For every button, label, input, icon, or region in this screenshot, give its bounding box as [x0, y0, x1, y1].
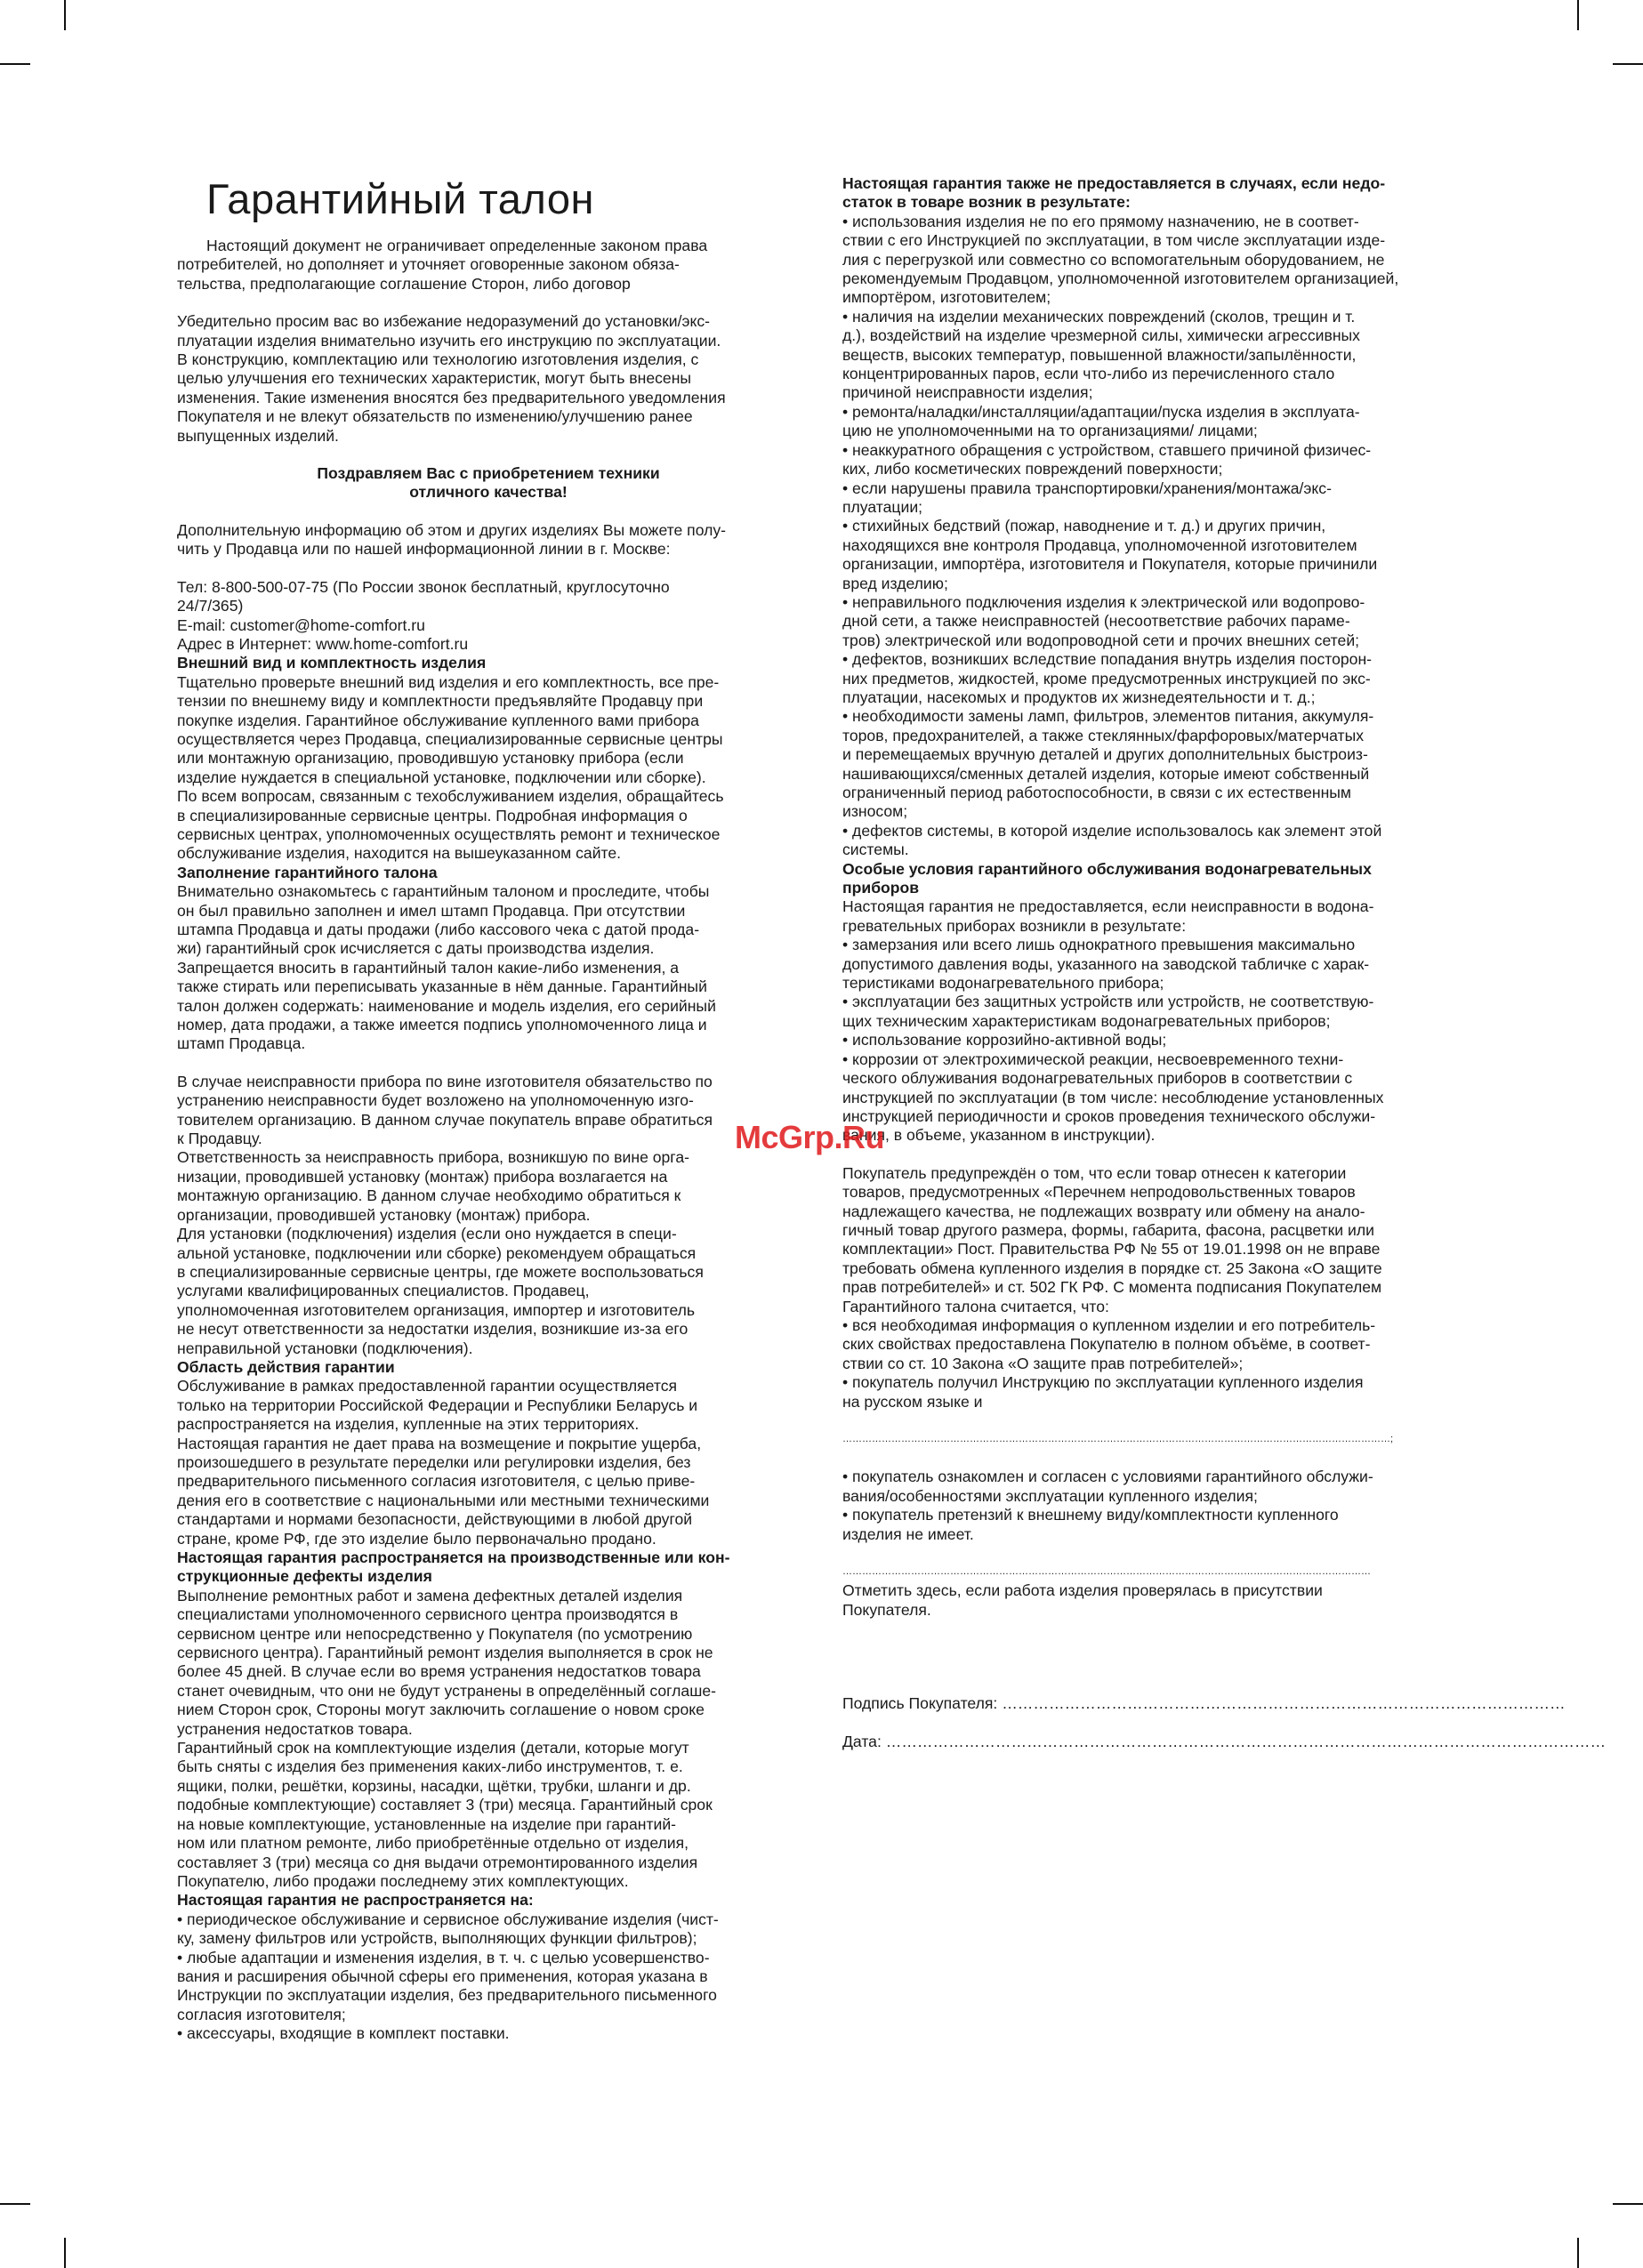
not-applies-list: • периодическое обслуживание и сервисное обслуживание изделия (чист- ку, замену фильтров или устройств, выполняющих функции фильтров); • любые адаптации и изменения изделия, в т. ч. с целью усовершенство- вания и расширения обычной сферы его применения, которая указана в Инструкции по эксплуатации изделия, без предварительного письменного согласия изготовителя; • аксессуары, входящие в комплект поставки.	[177, 1910, 719, 2043]
filling-paragraph: Внимательно ознакомьтесь с гарантийным талоном и проследите, чтобы он был правильно заполнен и имел штамп Продавца. При отсутствии штампа Продавца и даты продажи (либо кассового чека с датой прода- жи) гарантийный срок исчисляется с даты производства изделия. Запрещается вносить в гарантийный талон какие-либо изменения, а также стирать или переписывать указанные в нём данные. Гарантийный талон должен содержать: наименование и модель изделия, его серийный номер, дата продажи, а также имеется подпись уполномоченного лица и штамп Продавца.	[177, 882, 716, 1053]
contacts-block: Тел: 8-800-500-07-75 (По России звонок бесплатный, круглосуточно 24/7/365) E-mail: customer@home-comfort.ru Адрес в Интернет: www.home-comfort.ru	[177, 577, 670, 653]
defect-paragraph: В случае неисправности прибора по вине изготовителя обязательство по устранению неисправности будет возложено на уполномоченную изго- товителем организацию. В данном случае покупатель вправе обратиться к Продавцу. Ответственность за неисправность прибора, возникшую по вине орга- низации, проводившей установку (монтаж) прибора возлагается на монтажную организацию. В данном случае необходимо обратиться к организации, проводившей установку (монтаж) прибора. Для установки (подключения) изделия (если оно нуждается в специ- альной установке, подключении или сборке) рекомендуем обращаться в специализированные сервисные центры, где можете воспользоваться услугами квалифицированных специалистов. Продавец, уполномоченная изготовителем организация, импортер и изготовитель не несут ответственности за недостатки изделия, возникшие из-за его неправильной установки (подключения).	[177, 1072, 713, 1357]
crop-mark-top-left	[0, 63, 30, 65]
page-title: Гарантийный талон	[206, 175, 594, 222]
site-watermark: McGrp.Ru	[735, 1119, 885, 1155]
crop-mark-bottom-left	[0, 2203, 30, 2205]
not-applies-heading: Настоящая гарантия не распространяется на:	[177, 1891, 534, 1910]
crop-mark-top-left-v	[64, 0, 66, 30]
warning-paragraph: Покупатель предупреждён о том, что если товар отнесен к категории товаров, предусмотренных «Перечнем непродовольственных товаров надлежащего качества, не подлежащих возврату или обмену на анало- гичный товар другого размера, формы, габарита, фасона, расцветки или комплектации» Пост. Правительства РФ № 55 от 19.01.1998 он не вправе требовать обмена купленного изделия в порядке ст. 25 Закона «О защите прав потребителей» и ст. 502 ГК РФ. С момента подписания Покупателем Гарантийного талона считается, что: • вся необходимая информация о купленном изделии и его потребитель- ских свойствах предоставлена Покупателю в полном объёме, в соответ- ствии со ст. 10 Закона «О защите прав потребителей»; • покупатель получил Инструкцию по эксплуатации купленного изделия на русском языке и	[842, 1163, 1382, 1411]
dotted-check-line: ………………………………………………………………………………………………………………………………………………	[842, 1566, 1371, 1578]
info-paragraph: Дополнительную информацию об этом и других изделиях Вы можете полу- чить у Продавца или по нашей информационной линии в г. Москве:	[177, 520, 727, 559]
congratulations-heading: Поздравляем Вас с приобретением техники отличного качества!	[317, 464, 660, 502]
special-conditions-paragraph: Настоящая гарантия не предоставляется, если неисправности в водона- гревательных приборах возникли в результате: • замерзания или всего лишь однократного превышения максимально допустимого давления воды, указанного на заводской табличке с харак- теристиками водонагревательного прибора; • эксплуатации без защитных устройств или устройств, не соответствую- щих техническим характеристикам водонагревательных приборов; • использование коррозийно-активной воды; • коррозии от электрохимической реакции, несвоевременного техни- ческого облуживания водонагревательных приборов в соответствии с инструкцией по эксплуатации (в том числе: несоблюдение установленных инструкцией периодичности и сроков проведения технического обслужи- вания, в объеме, указанном в инструкции).	[842, 897, 1384, 1145]
dotted-fill-line: ……………………………………………………………………………………………………………………………………………………;	[842, 1434, 1394, 1444]
intro-paragraph: Настоящий документ не ограничивает определенные законом права потребителей, но дополняет и уточняет оговоренные законом обяза- тельства, предполагающие соглашение Сторон, либо договор	[177, 237, 708, 293]
not-provided-list: • использования изделия не по его прямому назначению, не в соответ- ствии с его Инструкцией по эксплуатации, в том числе эксплуатации изде- лия с перегрузкой или совместно со вспомогательным оборудованием, не рекомендуемым Продавцом, уполномоченной изготовителем организацией, импортёром, изготовителем; • наличия на изделии механических повреждений (сколов, трещин и т. д.), воздействий на изделие чрезмерной силы, химически агрессивных веществ, высоких температур, повышенной влажности/запылённости, концентрированных паров, если что-либо из перечисленного стало причиной неисправности изделия; • ремонта/наладки/инсталляции/адаптации/пуска изделия в эксплуата- цию не уполномоченными на то организациями/ лицами; • неаккуратного обращения с устройством, ставшего причиной физичес- ких, либо косметических повреждений поверхности; • если нарушены правила транспортировки/хранения/монтажа/экс- плуатации; • стихийных бедствий (пожар, наводнение и т. д.) и других причин, находящихся вне контроля Продавца, уполномоченной изготовителем организации, импортёра, изготовителя и Покупателя, которые причинили вред изделию; • неправильного подключения изделия к электрической или водопрово- дной сети, а также неисправностей (несоответствие рабочих параме- тров) электрической или водопроводной сети и прочих внешних сетей; • дефектов, возникших вследствие попадания внутрь изделия посторон- них предметов, жидкостей, кроме предусмотренных инструкцией по экс- плуатации, насекомых и продуктов их жизнедеятельности и т. д.; • необходимости замены ламп, фильтров, элементов питания, аккумуля- торов, предохранителей, а также стеклянных/фарфоровых/матерчатых и перемещаемых вручную деталей и других дополнительных быстроиз- нашивающихся/сменных деталей изделия, которые имеют собственный ограниченный период работоспособности, в связи с их естественным износом; • дефектов системы, в которой изделие использовалось как элемент этой системы.	[842, 212, 1399, 859]
scope-heading: Область действия гарантии	[177, 1357, 395, 1376]
crop-mark-top-right-v	[1577, 0, 1579, 30]
scope-paragraph: Обслуживание в рамках предоставленной гарантии осуществляется только на территории Российской Федерации и Республики Беларусь и распространяется на изделия, купленные на этих территориях. Настоящая гарантия не дает права на возмещение и покрытие ущерба, произошедшего в результате переделки или регулировки изделия, без предварительного письменного согласия изготовителя, с целью приве- дения его в соответствие с национальными или местными техническими стандартами и нормами безопасности, действующими в любой другой стране, кроме РФ, где это изделие было первоначально продано.	[177, 1377, 710, 1548]
applies-heading: Настоящая гарантия распространяется на производственные или кон- струкционные дефекты изделия	[177, 1548, 730, 1586]
appearance-heading: Внешний вид и комплектность изделия	[177, 654, 487, 672]
crop-mark-bottom-right	[1613, 2203, 1643, 2205]
date-line: Дата: …………………………………………………………………………………………………………………………	[842, 1732, 1607, 1750]
crop-mark-bottom-left-v	[64, 2238, 66, 2268]
check-note: Отметить здесь, если работа изделия проверялась в присутствии Покупателя.	[842, 1581, 1323, 1619]
acquainted-list: • покупатель ознакомлен и согласен с условиями гарантийного обслужи- вания/особенностями эксплуатации купленного изделия; • покупатель претензий к внешнему виду/комплектности купленного изделия не имеет.	[842, 1468, 1373, 1543]
filling-heading: Заполнение гарантийного талона	[177, 863, 438, 881]
signature-line: Подпись Покупателя: ………………………………………………………………………………………………	[842, 1694, 1566, 1713]
crop-mark-top-right	[1613, 63, 1643, 65]
special-conditions-heading: Особые условия гарантийного обслуживания водонагревательных приборов	[842, 859, 1372, 897]
not-provided-heading: Настоящая гарантия также не предоставляется в случаях, если недо- статок в товаре возник в результате:	[842, 174, 1386, 212]
left-column	[177, 174, 800, 2044]
right-column	[842, 174, 1607, 1751]
appearance-paragraph: Тщательно проверьте внешний вид изделия и его комплектность, все пре- тензии по внешнему виду и комплектности предъявляйте Продавцу при покупке изделия. Гарантийное обслуживание купленного вами прибора осуществляется через Продавца, специализированные сервисные центры или монтажную организацию, проводившую установку прибора (если изделие нуждается в специальной установке, подключении или сборке). По всем вопросам, связанным с техобслуживанием изделия, обращайтесь в специализированные сервисные центры. Подробная информация о сервисных центрах, уполномоченных осуществлять ремонт и техническое обслуживание изделия, находится на вышеуказанном сайте.	[177, 672, 724, 863]
crop-mark-bottom-right-v	[1577, 2238, 1579, 2268]
instructions-paragraph: Убедительно просим вас во избежание недоразумений до установки/экс- плуатации изделия внимательно изучить его инструкцию по эксплуатации. В конструкцию, комплектацию или технологию изготовления изделия, с целью улучшения его технических характеристик, могут быть внесены изменения. Такие изменения вносятся без предварительного уведомления Покупателя и не влекут обязательств по изменению/улучшению ранее выпущенных изделий.	[177, 312, 726, 445]
applies-paragraph: Выполнение ремонтных работ и замена дефектных деталей изделия специалистами уполномоченного сервисного центра производятся в сервисном центре или непосредственно у Покупателя (по усмотрению сервисного центра). Гарантийный ремонт изделия выполняется в срок не более 45 дней. В случае если во время устранения недостатков товара станет очевидным, что они не будут устранены в определённый соглаше- нием Сторон срок, Стороны могут заключить соглашение о новом сроке устранения недостатков товара. Гарантийный срок на комплектующие изделия (детали, которые могут быть сняты с изделия без применения каких-либо инструментов, т. е. ящики, полки, решётки, корзины, насадки, щётки, трубки, шланги и др. подобные комплектующие) составляет 3 (три) месяца. Гарантийный срок на новые комплектующие, установленные на изделие при гарантий- ном или платном ремонте, либо приобретённые отдельно от изделия, составляет 3 (три) месяца со дня выдачи отремонтированного изделия Покупателю, либо продажи последнему этих комплектующих.	[177, 1586, 716, 1890]
